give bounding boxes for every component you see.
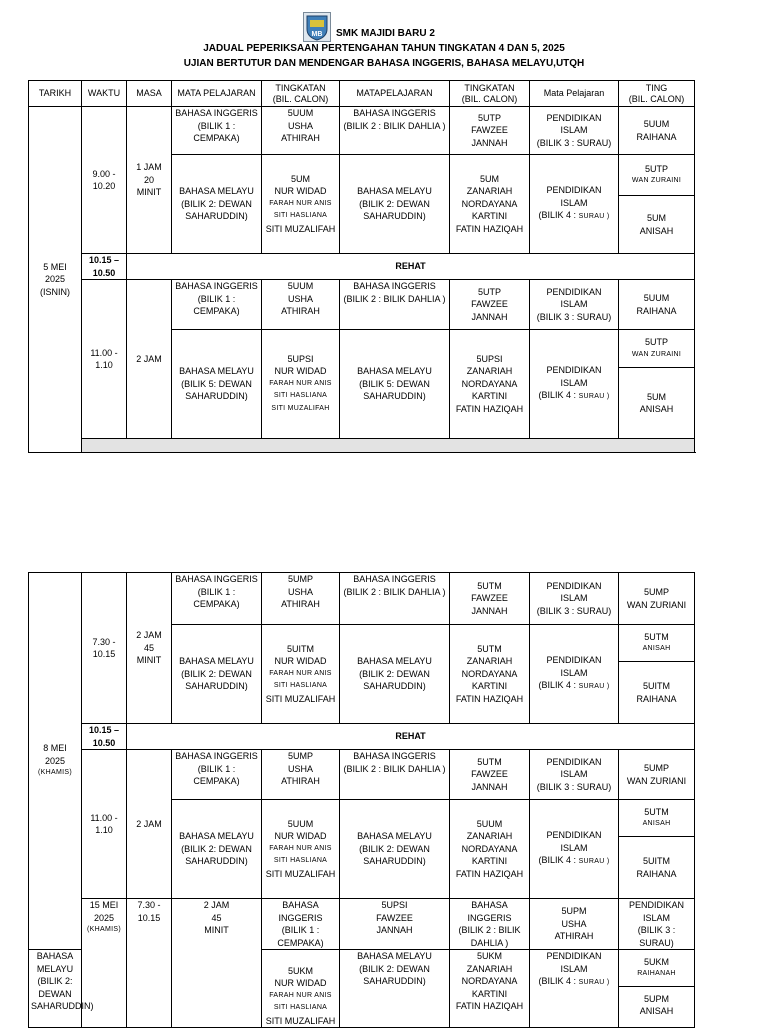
table-footer-row [29, 439, 695, 453]
class-cell-split: 5UTP WAN ZURAINI 5UM ANISAH [619, 330, 695, 439]
time-cell: 11.00 - 1.10 [82, 750, 127, 899]
class-cell-split: 5UTP WAN ZURAINI 5UM ANISAH [619, 155, 695, 254]
class-cell: 5UMP WAN ZURIANI [619, 750, 695, 800]
class-cell: 5UUM USHA ATHIRAH [262, 107, 340, 155]
date-cell: 8 MEI 2025 (KHAMIS) [29, 573, 82, 950]
time-cell: 7.30 - 10.15 [127, 899, 172, 1028]
subject-cell: PENDIDIKAN ISLAM (BILIK 3 : SURAU) [530, 280, 619, 330]
class-cell-split: 5UKM RAIHANAH 5UPM ANISAH [619, 950, 695, 1028]
col-header-tarikh: TARIKH [29, 81, 82, 107]
school-crest-logo [303, 12, 331, 42]
table-row [29, 107, 695, 155]
subject-cell: PENDIDIKAN ISLAM (BILIK 4 : SURAU ) [530, 625, 619, 724]
page-title: JADUAL PEPERIKSAAN PERTENGAHAN TAHUN TINGKATAN 4 DAN 5, 2025 [203, 43, 565, 54]
class-cell: 5UUM ZANARIAH NORDAYANA KARTINI FATIN HAZIQAH [450, 800, 530, 899]
duration-cell: 2 JAM 45 MINIT [172, 899, 262, 1028]
subject-cell: BAHASA MELAYU (BILIK 2: DEWAN SAHARUDDIN) [172, 625, 262, 724]
col-header-mata-pelajaran: MATA PELAJARAN [172, 81, 262, 107]
svg-text:MB: MB [311, 31, 323, 38]
subject-cell: BAHASA MELAYU (BILIK 2: DEWAN SAHARUDDIN) [172, 155, 262, 254]
table-row [29, 750, 695, 800]
subject-cell: BAHASA MELAYU (BILIK 2: DEWAN SAHARUDDIN) [172, 800, 262, 899]
table-row [29, 573, 695, 625]
col-header-waktu: WAKTU [82, 81, 127, 107]
class-cell: 5UPM USHA ATHIRAH [530, 899, 619, 950]
class-cell: 5UUM RAIHANA [619, 280, 695, 330]
break-label: REHAT [127, 724, 695, 750]
col-header-tingkatan: TINGKATAN (BIL. CALON) [262, 81, 340, 107]
subject-cell: PENDIDIKAN ISLAM (BILIK 3 : SURAU) [530, 750, 619, 800]
class-cell: 5UITM NUR WIDAD FARAH NUR ANIS SITI HASLIANA SITI MUZALIFAH [262, 625, 340, 724]
class-cell: 5UM NUR WIDAD FARAH NUR ANIS SITI HASLIANA SITI MUZALIFAH [262, 155, 340, 254]
subject-cell: BAHASA MELAYU (BILIK 2: DEWAN SAHARUDDIN) [340, 950, 450, 1028]
time-cell: 7.30 - 10.15 [82, 573, 127, 724]
subject-cell: PENDIDIKAN ISLAM (BILIK 3 : SURAU) [619, 899, 695, 950]
time-cell: 11.00 - 1.10 [82, 280, 127, 439]
subject-cell: BAHASA MELAYU (BILIK 5: DEWAN SAHARUDDIN) [340, 330, 450, 439]
class-cell: 5UPSI FAWZEE JANNAH [340, 899, 450, 950]
table-row [29, 899, 695, 950]
col-header-masa: MASA [127, 81, 172, 107]
subject-cell: PENDIDIKAN ISLAM (BILIK 3 : SURAU) [530, 573, 619, 625]
col-header-mata-pelajaran: Mata Pelajaran [530, 81, 619, 107]
subject-cell: BAHASA INGGERIS (BILIK 1 : CEMPAKA) [172, 107, 262, 155]
subject-cell: BAHASA INGGERIS (BILIK 2 : BILIK DAHLIA ) [340, 750, 450, 800]
subject-cell: BAHASA INGGERIS (BILIK 2 : BILIK DAHLIA ) [340, 280, 450, 330]
subject-cell: BAHASA INGGERIS (BILIK 2 : BILIK DAHLIA ) [340, 107, 450, 155]
class-cell-split: 5UTM ANISAH 5UITM RAIHANA [619, 625, 695, 724]
subject-cell: BAHASA MELAYU (BILIK 2: DEWAN SAHARUDDIN) [340, 625, 450, 724]
class-cell: 5UKM ZANARIAH NORDAYANA KARTINI FATIN HAZIQAH [450, 950, 530, 1028]
class-cell: 5UUM RAIHANA [619, 107, 695, 155]
subject-cell: BAHASA INGGERIS (BILIK 1 : CEMPAKA) [172, 750, 262, 800]
class-cell: 5UKM NUR WIDAD FARAH NUR ANIS SITI HASLIANA SITI MUZALIFAH [262, 950, 340, 1028]
class-cell: 5UTM FAWZEE JANNAH [450, 750, 530, 800]
subject-cell: PENDIDIKAN ISLAM (BILIK 4 : SURAU ) [530, 330, 619, 439]
duration-cell: 2 JAM [127, 280, 172, 439]
class-cell: 5UUM NUR WIDAD FARAH NUR ANIS SITI HASLIANA SITI MUZALIFAH [262, 800, 340, 899]
subject-cell: BAHASA MELAYU (BILIK 2: DEWAN SAHARUDDIN) [340, 800, 450, 899]
break-row [29, 724, 695, 750]
time-cell: 9.00 - 10.20 [82, 107, 127, 254]
class-cell: 5UMP USHA ATHIRAH [262, 573, 340, 625]
col-header-matapelajaran: MATAPELAJARAN [340, 81, 450, 107]
subject-cell: PENDIDIKAN ISLAM (BILIK 4 : SURAU ) [530, 950, 619, 1028]
subject-cell: BAHASA MELAYU (BILIK 2: DEWAN SAHARUDDIN) [340, 155, 450, 254]
class-cell: 5UPSI NUR WIDAD FARAH NUR ANIS SITI HASLIANA SITI MUZALIFAH [262, 330, 340, 439]
duration-cell: 2 JAM 45 MINIT [127, 573, 172, 724]
break-row [29, 254, 695, 280]
subject-cell: PENDIDIKAN ISLAM (BILIK 3 : SURAU) [530, 107, 619, 155]
subject-cell: PENDIDIKAN ISLAM (BILIK 4 : SURAU ) [530, 155, 619, 254]
class-cell: 5UPSI ZANARIAH NORDAYANA KARTINI FATIN HAZIQAH [450, 330, 530, 439]
duration-cell: 2 JAM [127, 750, 172, 899]
class-cell: 5UTM ZANARIAH NORDAYANA KARTINI FATIN HAZIQAH [450, 625, 530, 724]
col-header-ting: TING (BIL. CALON) [619, 81, 695, 107]
exam-schedule-table-2 [28, 572, 695, 1028]
subject-cell: BAHASA MELAYU (BILIK 2: DEWAN SAHARUDDIN) [29, 950, 82, 1028]
break-label: REHAT [127, 254, 695, 280]
class-cell: 5UTM FAWZEE JANNAH [450, 573, 530, 625]
school-name: SMK MAJIDI BARU 2 [336, 28, 435, 39]
exam-schedule-table-1 [28, 80, 695, 453]
break-time-cell: 10.15 – 10.50 [82, 724, 127, 750]
class-cell: 5UTP FAWZEE JANNAH [450, 107, 530, 155]
duration-cell: 1 JAM 20 MINIT [127, 107, 172, 254]
subject-cell: BAHASA MELAYU (BILIK 5: DEWAN SAHARUDDIN) [172, 330, 262, 439]
col-header-tingkatan: TINGKATAN (BIL. CALON) [450, 81, 530, 107]
subject-cell: BAHASA INGGERIS (BILIK 1 : CEMPAKA) [172, 573, 262, 625]
subject-cell: BAHASA INGGERIS (BILIK 2 : BILIK DAHLIA ) [340, 573, 450, 625]
subject-cell: BAHASA INGGERIS (BILIK 1 : CEMPAKA) [172, 280, 262, 330]
date-cell: 5 MEI 2025 (ISNIN) [29, 107, 82, 453]
table-header-row [29, 81, 695, 107]
class-cell: 5UMP WAN ZURIANI [619, 573, 695, 625]
class-cell: 5UM ZANARIAH NORDAYANA KARTINI FATIN HAZIQAH [450, 155, 530, 254]
class-cell: 5UTP FAWZEE JANNAH [450, 280, 530, 330]
subject-cell: BAHASA INGGERIS (BILIK 2 : BILIK DAHLIA ) [450, 899, 530, 950]
page-subtitle: UJIAN BERTUTUR DAN MENDENGAR BAHASA INGGERIS, BAHASA MELAYU,UTQH [183, 58, 585, 69]
class-cell: 5UUM USHA ATHIRAH [262, 280, 340, 330]
subject-cell: BAHASA INGGERIS (BILIK 1 : CEMPAKA) [262, 899, 340, 950]
break-time-cell: 10.15 – 10.50 [82, 254, 127, 280]
class-cell-split: 5UTM ANISAH 5UITM RAIHANA [619, 800, 695, 899]
class-cell: 5UMP USHA ATHIRAH [262, 750, 340, 800]
subject-cell: PENDIDIKAN ISLAM (BILIK 4 : SURAU ) [530, 800, 619, 899]
table-row [29, 280, 695, 330]
date-cell: 15 MEI 2025 (KHAMIS) [82, 899, 127, 1028]
